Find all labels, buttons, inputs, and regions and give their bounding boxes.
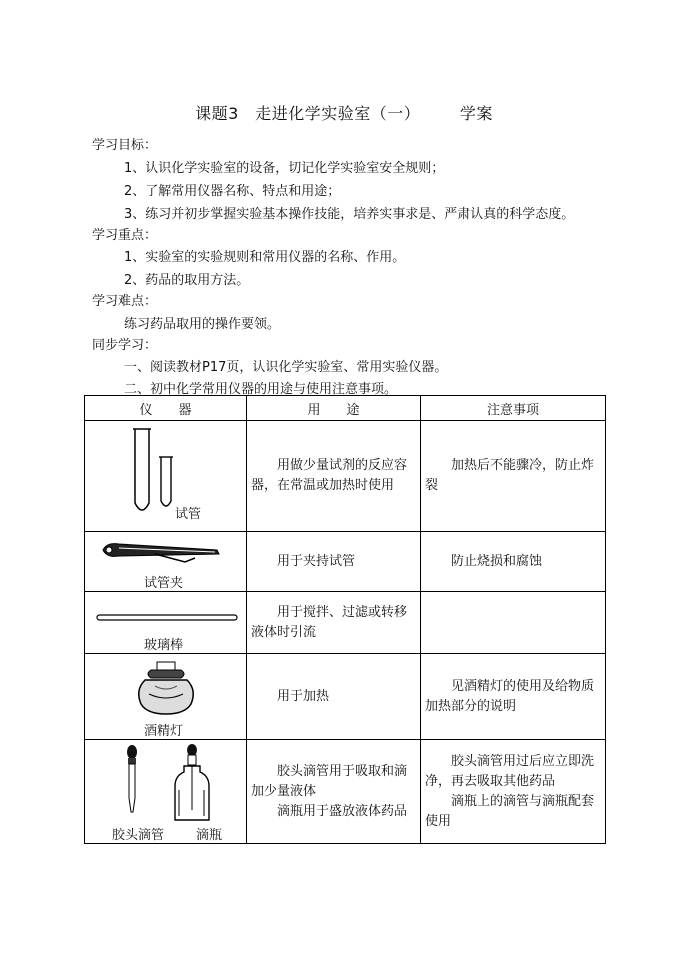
- sync-item-1: 一、阅读教材P17页，认识化学实验室、常用实验仪器。: [124, 360, 448, 375]
- title-suffix: 学案: [459, 104, 493, 123]
- instrument-cell: [85, 421, 247, 532]
- note-cell: [421, 654, 606, 740]
- instrument-table: [84, 395, 606, 844]
- difficulty-heading: 学习难点：: [92, 294, 158, 309]
- instrument-cell: [85, 592, 247, 654]
- difficulty-text: 练习药品取用的操作要领。: [124, 317, 281, 332]
- note-text-2: 滴瓶上的滴管与滴瓶配套使用: [425, 793, 595, 829]
- objective-2: 2、了解常用仪器名称、特点和用途；: [124, 184, 341, 199]
- objectives-heading: 学习目标：: [92, 138, 158, 153]
- use-text: 胶头滴管用于吸取和滴加少量液体: [251, 763, 408, 799]
- sync-item-2: 二、初中化学常用仪器的用途与使用注意事项。: [124, 382, 398, 397]
- note-text: 防止烧损和腐蚀: [451, 553, 543, 569]
- header-instrument: 仪 器: [85, 396, 247, 421]
- use-text-2: 滴瓶用于盛放液体药品: [277, 803, 408, 819]
- use-text: 用做少量试剂的反应容器，在常温或加热时使用: [251, 458, 408, 493]
- use-text: 用于搅拌、过滤或转移液体时引流: [251, 604, 408, 640]
- note-cell: [421, 532, 606, 592]
- key-point-2: 2、药品的取用方法。: [124, 273, 250, 288]
- instrument-name: 试管: [175, 507, 202, 522]
- table-row: [85, 421, 606, 532]
- table-row: [85, 740, 606, 844]
- use-text: 用于夹持试管: [277, 553, 356, 569]
- instrument-name: 胶头滴管: [112, 828, 165, 843]
- use-cell: [247, 592, 421, 654]
- instrument-cell: [85, 532, 247, 592]
- objective-1: 1、认识化学实验室的设备，切记化学实验室安全规则；: [124, 161, 445, 176]
- table-row: [85, 592, 606, 654]
- table-row: [85, 532, 606, 592]
- use-text: 用于加热: [277, 688, 330, 704]
- note-cell: [421, 592, 606, 654]
- title-main: 课题3 走进化学实验室（一）: [195, 104, 421, 123]
- use-cell: [247, 654, 421, 740]
- note-cell: [421, 740, 606, 844]
- note-cell: [421, 421, 606, 532]
- use-cell: [247, 532, 421, 592]
- instrument-cell: [85, 740, 247, 844]
- table-header-row: [85, 396, 606, 421]
- instrument-name: 试管夹: [144, 576, 184, 591]
- header-notes: 注意事项: [421, 396, 606, 421]
- key-points-heading: 学习重点：: [92, 228, 158, 243]
- header-use: 用 途: [247, 396, 421, 421]
- instrument-name-2: 滴瓶: [196, 828, 223, 843]
- document-title: [0, 101, 688, 124]
- table-row: [85, 654, 606, 740]
- sync-heading: 同步学习：: [92, 338, 158, 353]
- test-tube-figure: [85, 421, 247, 532]
- note-text: 见酒精灯的使用及给物质加热部分的说明: [425, 678, 595, 714]
- key-point-1: 1、实验室的实验规则和常用仪器的名称、作用。: [124, 250, 406, 265]
- dropper-bottle-figure: [85, 740, 247, 844]
- note-text: 胶头滴管用过后应立即洗净，再去吸取其他药品: [425, 753, 595, 789]
- instrument-cell: [85, 654, 247, 740]
- use-cell: [247, 421, 421, 532]
- instrument-name: 酒精灯: [144, 724, 184, 739]
- use-cell: [247, 740, 421, 844]
- instrument-name: 玻璃棒: [144, 638, 184, 653]
- note-text: 加热后不能骤冷，防止炸裂: [425, 458, 595, 493]
- objective-3: 3、练习并初步掌握实验基本操作技能，培养实事求是、严肃认真的科学态度。: [124, 207, 575, 222]
